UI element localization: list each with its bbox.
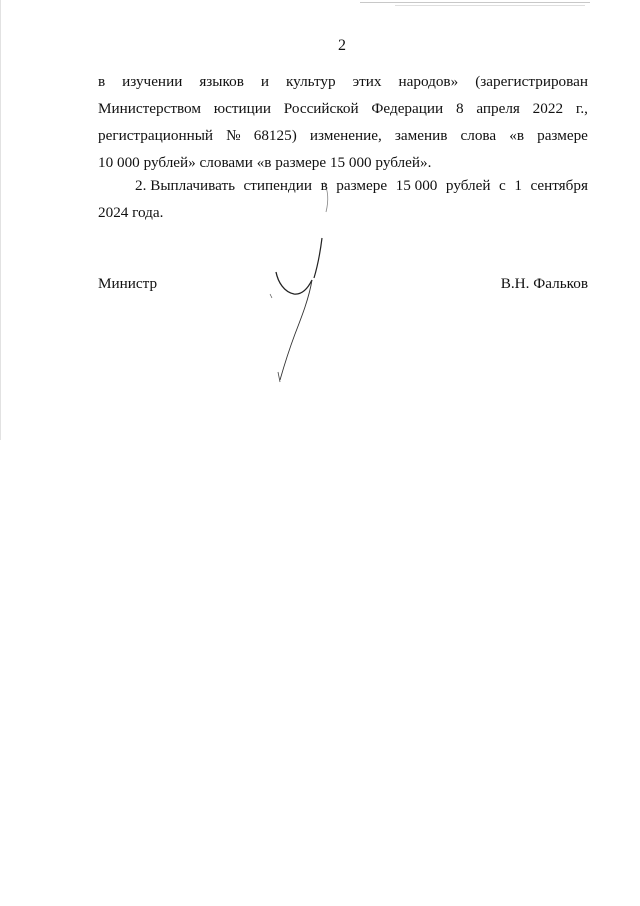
text-word: 68125)	[253, 127, 297, 144]
scan-edge-artifact	[395, 5, 585, 6]
text-word: апреля	[476, 100, 520, 117]
text-word: стипендии	[243, 177, 313, 194]
text-word: юстиции	[213, 100, 271, 117]
text-fragment: 10 000 рублей» словами «в размере 15 000 рублей».	[98, 154, 432, 171]
text-line	[98, 95, 588, 122]
text-word: Российской	[283, 100, 359, 117]
text-word: 8	[455, 100, 464, 117]
text-word: размере	[336, 177, 388, 194]
text-word: культур	[285, 73, 336, 90]
text-word: и	[260, 73, 269, 90]
text-line	[98, 68, 588, 95]
text-word: 1	[514, 177, 522, 194]
text-line	[98, 199, 588, 226]
text-fragment: 2024 года.	[98, 204, 164, 221]
text-word: 2. Выплачивать	[135, 177, 236, 194]
handwritten-signature	[262, 176, 342, 386]
text-word: в	[98, 73, 106, 90]
text-line	[98, 122, 588, 149]
text-word: сентября	[530, 177, 588, 194]
text-word: слова	[460, 127, 497, 144]
text-word: 2022	[532, 100, 564, 117]
text-word: в	[320, 177, 328, 194]
text-line	[98, 172, 588, 199]
signature-block	[98, 275, 588, 297]
paragraph-amendment	[98, 68, 588, 176]
text-word: (зарегистрирован	[475, 73, 588, 90]
text-word: рублей	[445, 177, 491, 194]
text-word: г.,	[575, 100, 588, 117]
text-word: языков	[199, 73, 244, 90]
text-word: «в	[509, 127, 524, 144]
text-word: 15 000	[395, 177, 438, 194]
paragraph-stipend-payment	[98, 172, 588, 226]
text-word: Федерации	[371, 100, 444, 117]
text-word: изменение,	[309, 127, 382, 144]
signer-name: В.Н. Фальков	[500, 275, 588, 292]
text-word: с	[499, 177, 506, 194]
scan-edge-artifact	[0, 0, 1, 440]
text-word: №	[226, 127, 241, 144]
text-word: Министерством	[98, 100, 201, 117]
scan-edge-artifact	[360, 2, 590, 3]
signer-position: Министр	[98, 275, 158, 292]
page-number: 2	[338, 37, 346, 54]
text-word: регистрационный	[98, 127, 214, 144]
text-word: народов»	[398, 73, 459, 90]
text-word: размере	[537, 127, 588, 144]
text-word: изучении	[122, 73, 183, 90]
text-word: заменив	[394, 127, 448, 144]
text-word: этих	[352, 73, 382, 90]
